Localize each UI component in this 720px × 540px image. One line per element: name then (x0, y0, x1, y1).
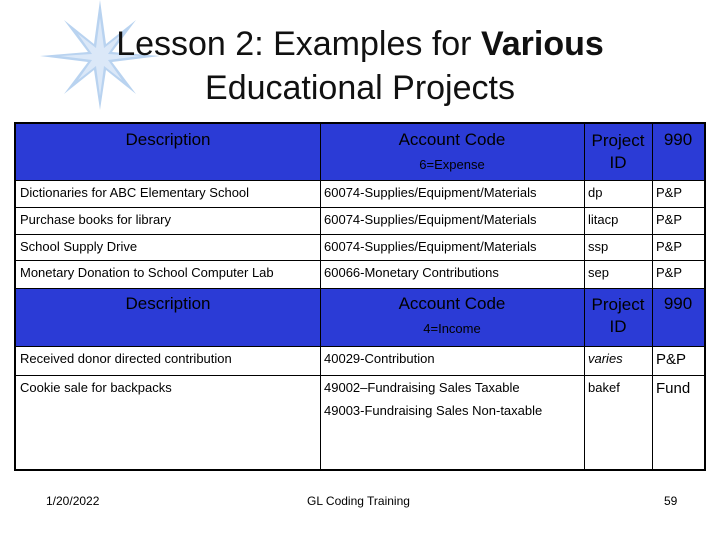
title-line2: Educational Projects (205, 69, 515, 107)
row-990: P&P (656, 212, 683, 227)
row-description: Cookie sale for backpacks (20, 380, 172, 395)
table-row (16, 346, 704, 375)
row-description: School Supply Drive (20, 239, 138, 254)
slide-title (70, 22, 650, 110)
row-description: Monetary Donation to School Computer Lab (20, 265, 274, 280)
row-990: Fund (656, 380, 691, 397)
row-990: P&P (656, 239, 683, 254)
header-account-sub: 4=Income (423, 321, 481, 336)
row-divider (16, 180, 704, 181)
coding-table (14, 122, 706, 471)
row-project-id: ssp (588, 239, 609, 254)
row-990: P&P (656, 265, 683, 280)
row-divider (16, 234, 704, 235)
row-divider (16, 346, 704, 347)
header-description: Description (125, 130, 211, 149)
page-number: 59 (664, 494, 678, 508)
col-divider (320, 124, 321, 469)
header-project-id: Project ID (591, 295, 645, 336)
row-description: Purchase books for library (20, 212, 172, 227)
table1-header (16, 124, 704, 180)
table-row (16, 180, 704, 207)
row-account-code: 60074-Supplies/Equipment/Materials (324, 239, 537, 254)
header-account-code: Account Code 4=Income (320, 288, 584, 346)
row-project-id: litacp (588, 212, 619, 227)
row-account-code: 60066-Monetary Contributions (324, 265, 499, 280)
table-row (16, 207, 704, 234)
row-project-id: varies (588, 351, 623, 366)
footer-date: 1/20/2022 (46, 494, 100, 508)
col-divider (584, 124, 585, 469)
row-account-code: 60074-Supplies/Equipment/Materials (324, 185, 537, 200)
title-bold: Various (480, 25, 604, 63)
table-row (16, 375, 704, 469)
row-divider (16, 288, 704, 289)
row-description: Received donor directed contribution (20, 351, 232, 366)
header-project-id: Project ID (591, 131, 645, 172)
footer-title: GL Coding Training (307, 494, 410, 508)
title-prefix: Lesson 2: Examples for (116, 25, 481, 63)
row-account-code: 60074-Supplies/Equipment/Materials (324, 212, 537, 227)
col-divider (652, 124, 653, 469)
header-990: 990 (663, 294, 693, 313)
row-divider (16, 207, 704, 208)
table-row (16, 260, 704, 288)
table-row (16, 234, 704, 260)
header-description: Description (125, 294, 211, 313)
row-project-id: bakef (588, 380, 620, 395)
table2-header (16, 288, 704, 346)
row-account-code-line1: 49002–Fundraising Sales Taxable (324, 380, 520, 395)
header-990: 990 (663, 130, 693, 149)
row-project-id: sep (588, 265, 609, 280)
header-account-code: Account Code 6=Expense (320, 124, 584, 180)
row-990: P&P (656, 185, 683, 200)
row-divider (16, 375, 704, 376)
row-990: P&P (656, 351, 687, 368)
row-project-id: dp (588, 185, 603, 200)
row-account-code-line2: 49003-Fundraising Sales Non-taxable (324, 403, 543, 418)
header-account-sub: 6=Expense (419, 157, 485, 172)
row-divider (16, 260, 704, 261)
row-description: Dictionaries for ABC Elementary School (20, 185, 250, 200)
row-account-code: 40029-Contribution (324, 351, 435, 366)
